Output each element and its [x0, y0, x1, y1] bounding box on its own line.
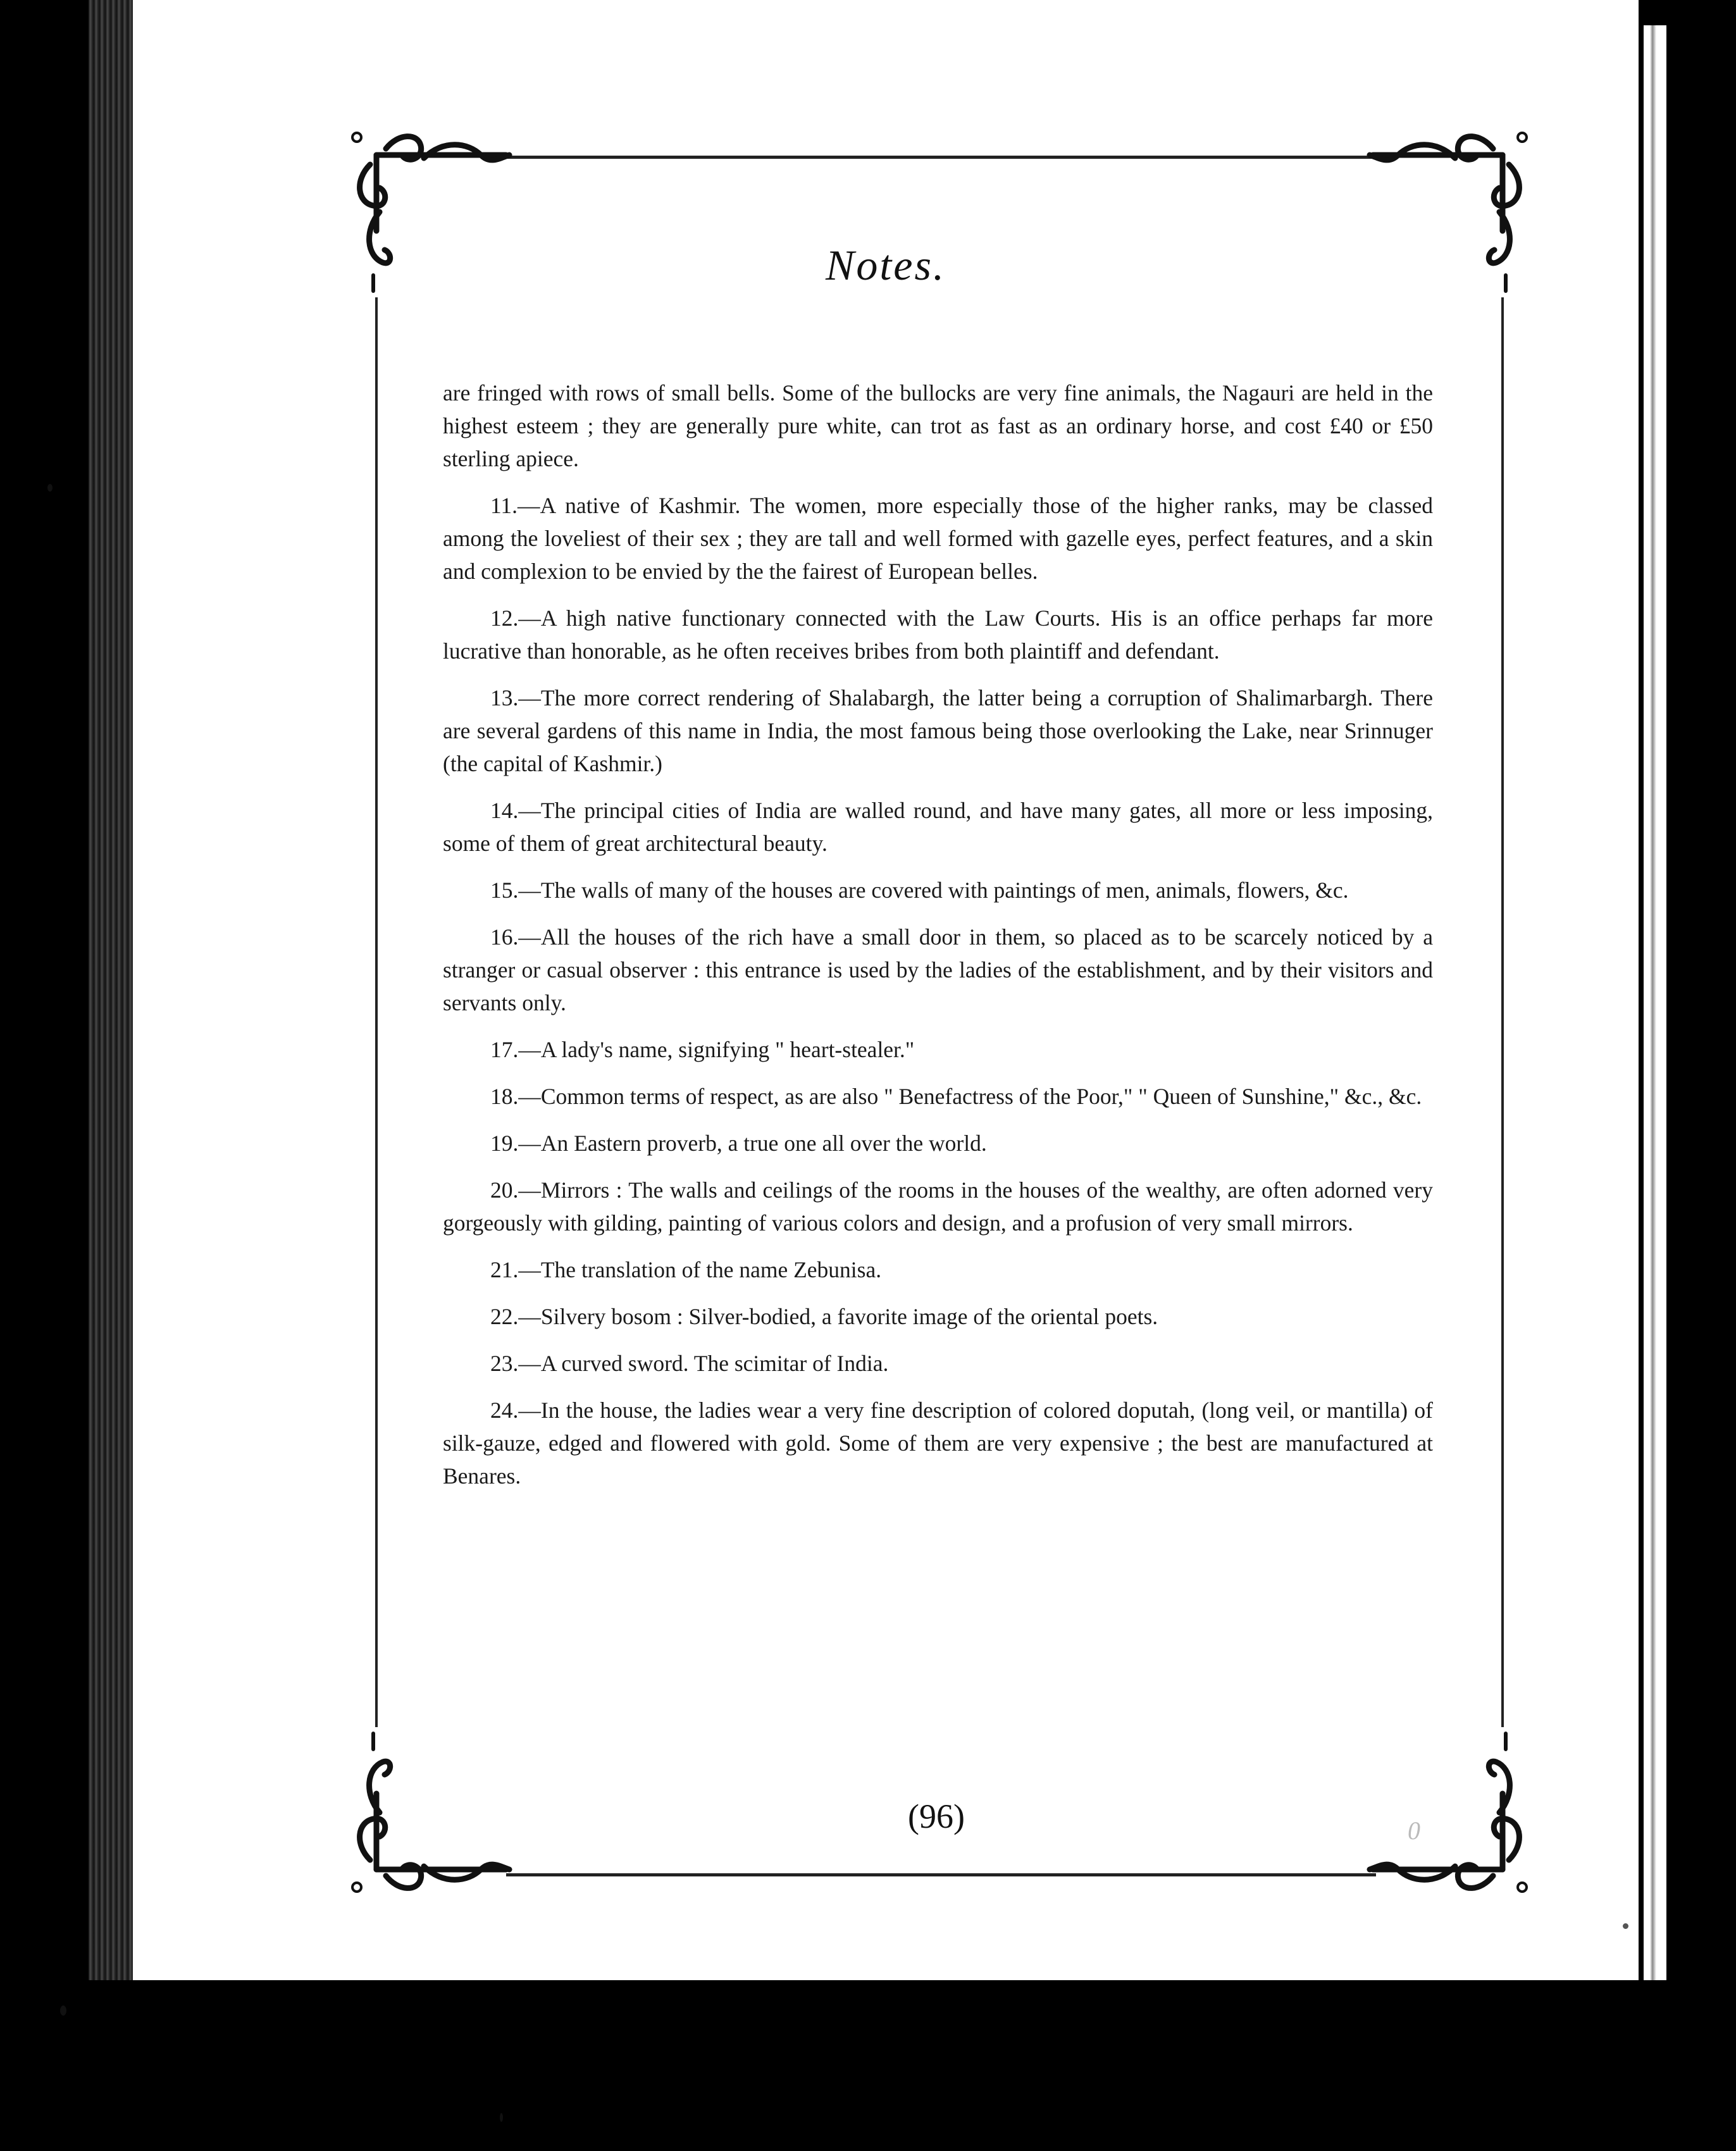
note-22: 22.—Silvery bosom : Silver-bodied, a favorite image of the oriental poets. — [490, 1304, 1158, 1329]
frame-bottom-rule — [506, 1873, 1376, 1876]
scan-speck — [60, 2005, 66, 2016]
scan-speck — [47, 484, 53, 492]
frame-top-rule — [506, 156, 1376, 159]
frame-left-rule — [375, 297, 378, 1727]
scan-speck — [500, 2113, 503, 2122]
note-17: 17.—A lady's name, signifying " heart-stealer." — [490, 1037, 915, 1062]
corner-ornament-top-right — [1367, 130, 1531, 294]
pencil-mark: 0 — [1408, 1816, 1420, 1845]
note-21: 21.—The translation of the name Zebunisa. — [490, 1257, 882, 1282]
corner-ornament-top-left — [348, 130, 512, 294]
note-11: 11.—A native of Kashmir. The women, more especially those of the higher ranks, may be classed among the loveliest of their sex ; they are tall and well formed with gazelle eyes, perfect features, and a skin and complexion to be envied by the the fairest of European belles. — [443, 493, 1433, 584]
notes-body — [443, 376, 1433, 1506]
note-19: 19.—An Eastern proverb, a true one all over the world. — [490, 1131, 987, 1156]
page-number: (96) — [908, 1797, 965, 1835]
note-24: 24.—In the house, the ladies wear a very fine description of colored doputah, (long veil, or mantilla) of silk-gauze, edged and flowered with gold. Some of them are very expensive ; the best are manufactured at Benares. — [443, 1398, 1433, 1489]
corner-ornament-bottom-right — [1367, 1730, 1531, 1895]
page-title: Notes. — [826, 241, 946, 289]
frame-right-rule — [1501, 297, 1504, 1727]
scan-bottom-margin — [0, 1980, 1736, 2151]
note-12: 12.—A high native functionary connected with the Law Courts. His is an office perhaps far more lucrative than honorable, as he often receives bribes from both plaintiff and defendant. — [443, 605, 1433, 664]
note-14: 14.—The principal cities of India are walled round, and have many gates, all more or less imposing, some of them of great architectural beauty. — [443, 798, 1433, 856]
note-18: 18.—Common terms of respect, as are also " Benefactress of the Poor," " Queen of Sunshine," &c., &c. — [490, 1084, 1422, 1109]
note-13: 13.—The more correct rendering of Shalabargh, the latter being a corruption of Shalimarbargh. There are several gardens of this name in India, the most famous being those overlooking the Lake, near Srinnuger (the capital of Kashmir.) — [443, 685, 1433, 776]
note-15: 15.—The walls of many of the houses are covered with paintings of men, animals, flowers, &c. — [490, 877, 1349, 903]
corner-ornament-bottom-left — [348, 1730, 512, 1895]
note-23: 23.—A curved sword. The scimitar of India. — [490, 1351, 889, 1376]
book-spine — [89, 0, 133, 2151]
note-16: 16.—All the houses of the rich have a small door in them, so placed as to be scarcely noticed by a stranger or casual observer : this entrance is used by the ladies of the establishment, and by their visitors and servants only. — [443, 924, 1433, 1015]
facing-page-edge — [1644, 25, 1666, 2088]
continuation-paragraph: are fringed with rows of small bells. Some of the bullocks are very fine animals, the Nagauri are held in the highest esteem ; they are generally pure white, can trot as fast as an ordinary horse, and cost £40 or £50 sterling apiece. — [443, 380, 1433, 471]
note-20: 20.—Mirrors : The walls and ceilings of the rooms in the houses of the wealthy, are often adorned very gorgeously with gilding, painting of various colors and design, and a profusion of very small mirrors. — [443, 1177, 1433, 1236]
scan-speck — [1623, 1923, 1628, 1929]
